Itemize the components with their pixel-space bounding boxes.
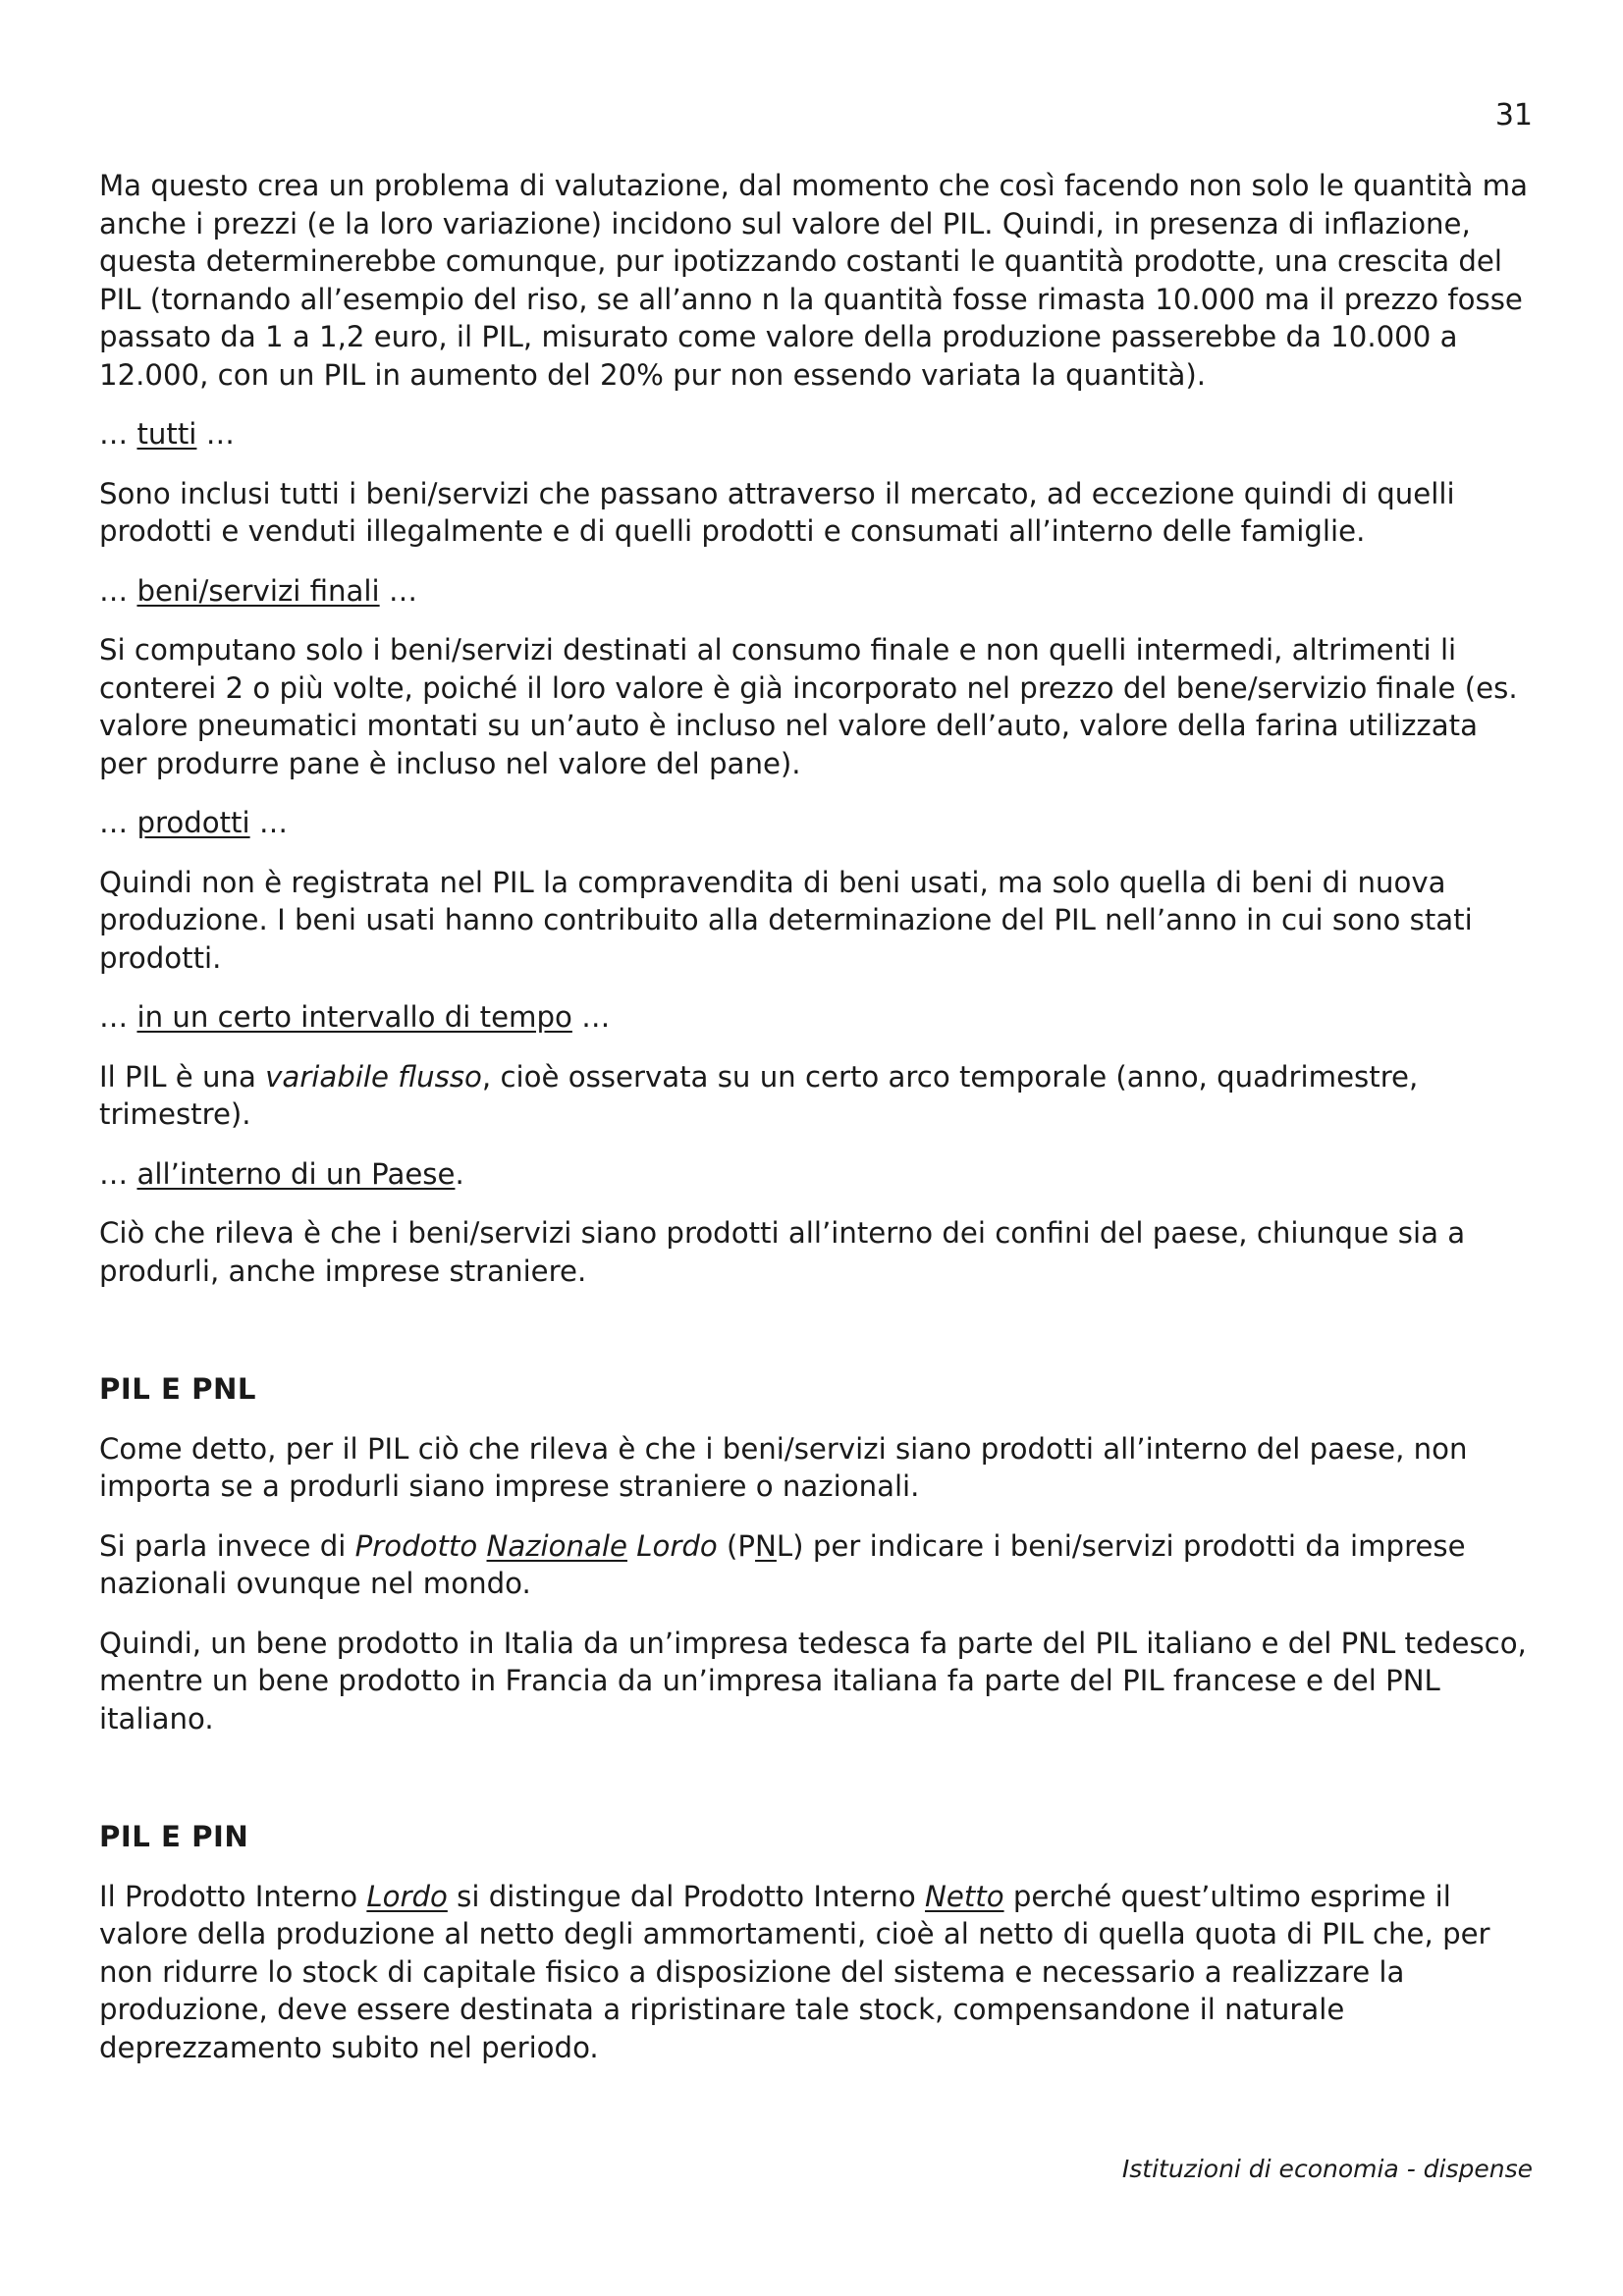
term-pnl-letter-n: N	[755, 1528, 777, 1563]
paragraph-beni-finali: Si computano solo i beni/servizi destinati al consumo finale e non quelli intermedi, altrimenti li conterei 2 o più volte, poiché il loro valore è già incorporato nel prezzo del bene/servizio finale (es. valore pneumatici montati su un’auto è incluso nel valore dell’auto, valore della farina utilizzata per produrre pane è incluso nel valore del pane).	[99, 633, 1518, 780]
paragraph-price-valuation: Ma questo crea un problema di valutazione, dal momento che così facendo non solo le quantità ma anche i prezzi (e la loro variazione) incidono sul valore del PIL. Quindi, in presenza di inflazione, questa determinerebbe comunque, pur ipotizzando costanti le quantità prodotte, una crescita del PIL (tornando all’esempio del riso, se all’anno n la quantità fosse rimasta 10.000 ma il prezzo fosse passato da 1 a 1,2 euro, il PIL, misurato come valore della produzione passerebbe da 10.000 a 12.000, con un PIL in aumento del 20% pur non essendo variata la quantità).	[99, 169, 1528, 392]
lead-intervallo: … in un certo intervallo di tempo …	[99, 1000, 611, 1034]
term-beni-servizi-finali: beni/servizi finali	[136, 573, 380, 608]
term-intervallo-tempo: in un certo intervallo di tempo	[136, 1000, 572, 1034]
paragraph-pnl-intro: Come detto, per il PIL ciò che rileva è che i beni/servizi siano prodotti all’interno del paese, non importa se a produrli siano imprese straniere o nazionali.	[99, 1431, 1468, 1503]
paragraph-paese: Ciò che rileva è che i beni/servizi siano prodotti all’interno dei confini del paese, chiunque sia a produrli, anche imprese straniere.	[99, 1216, 1466, 1288]
paragraph-variabile-flusso: Il PIL è una variabile flusso, cioè osservata su un certo arco temporale (anno, quadrimestre, trimestre).	[99, 1059, 1419, 1131]
page-footer: Istituzioni di economia - dispense	[1121, 2155, 1533, 2183]
term-netto: Netto	[925, 1879, 1004, 1913]
lead-paese: … all’interno di un Paese.	[99, 1156, 464, 1191]
paragraph-tutti: Sono inclusi tutti i beni/servizi che passano attraverso il mercato, ad eccezione quindi di quelli prodotti e venduti illegalmente e di quelli prodotti e consumati all’interno delle famiglie.	[99, 476, 1455, 548]
term-nazionale: Nazionale	[486, 1528, 627, 1563]
paragraph-pnl-definition: Si parla invece di Prodotto Nazionale Lordo (PNL) per indicare i beni/servizi prodotti da imprese nazionali ovunque nel mondo.	[99, 1528, 1466, 1600]
term-variabile-flusso: variabile flusso	[265, 1059, 482, 1094]
lead-prodotti: … prodotti …	[99, 806, 289, 839]
lead-tutti: … tutti …	[99, 417, 235, 451]
heading-pil-pin: PIL E PIN	[99, 1820, 249, 1853]
term-tutti: tutti	[136, 417, 197, 451]
term-prodotti: prodotti	[136, 806, 250, 839]
lead-beni-finali: … beni/servizi finali …	[99, 573, 418, 608]
heading-pil-pnl: PIL E PNL	[99, 1372, 257, 1406]
term-lordo: Lordo	[366, 1879, 448, 1913]
paragraph-pin-definition: Il Prodotto Interno Lordo si distingue dal Prodotto Interno Netto perché quest’ultimo esprime il valore della produzione al netto degli ammortamenti, cioè al netto di quella quota di PIL che, per non ridurre lo stock di capitale fisico a disposizione del sistema e necessario a realizzare la produzione, deve essere destinata a ripristinare tale stock, compensandone il naturale deprezzamento subito nel periodo.	[99, 1879, 1490, 2064]
page-content	[99, 167, 1533, 2088]
paragraph-prodotti: Quindi non è registrata nel PIL la compravendita di beni usati, ma solo quella di beni di nuova produzione. I beni usati hanno contribuito alla determinazione del PIL nell’anno in cui sono stati prodotti.	[99, 865, 1473, 975]
term-interno-paese: all’interno di un Paese	[136, 1156, 456, 1191]
paragraph-pnl-example: Quindi, un bene prodotto in Italia da un’impresa tedesca fa parte del PIL italiano e del PNL tedesco, mentre un bene prodotto in Francia da un’impresa italiana fa parte del PIL francese e del PNL italiano.	[99, 1626, 1527, 1735]
page-number: 31	[1494, 98, 1533, 133]
